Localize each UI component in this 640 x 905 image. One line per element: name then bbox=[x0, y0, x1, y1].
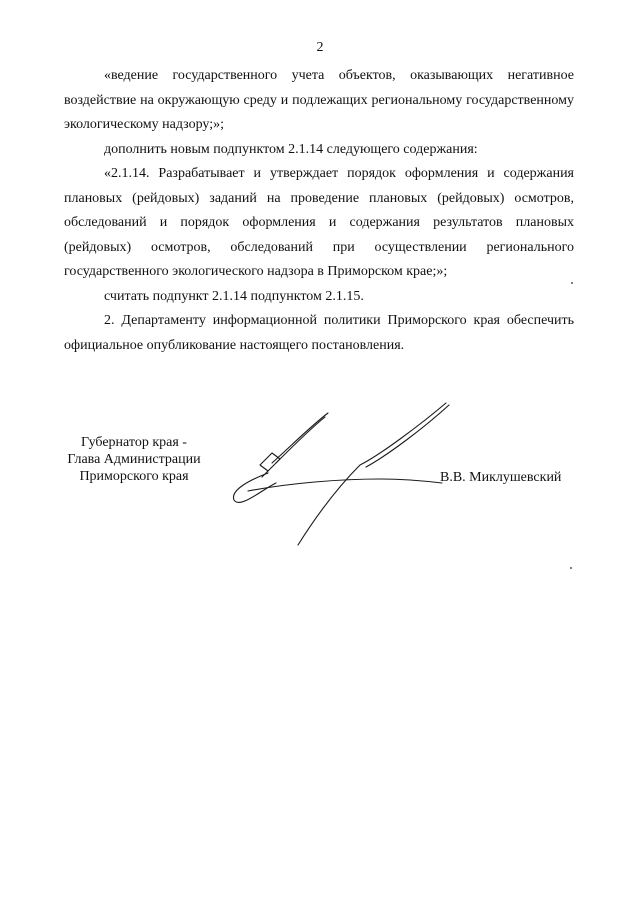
paragraph-5: 2. Департаменту информационной политики Приморского края обеспечить официальное опубликование настоящего постановления. bbox=[64, 313, 574, 353]
signer-name: В.В. Миклушевский bbox=[440, 470, 562, 485]
paragraph-4: считать подпункт 2.1.14 подпунктом 2.1.15. bbox=[104, 288, 364, 304]
handwritten-signature bbox=[220, 395, 460, 555]
signer-title bbox=[54, 434, 214, 485]
paragraph-2: дополнить новым подпунктом 2.1.14 следующего содержания: bbox=[104, 141, 478, 157]
scan-speck bbox=[571, 282, 573, 284]
page-number: 2 bbox=[316, 40, 324, 55]
paragraph-3: «2.1.14. Разрабатывает и утверждает порядок оформления и содержания плановых (рейдовых) заданий на проведение плановых (рейдовых) осмотров, обследований и порядок оформления и содержания результатов плановых (рейдовых) осмотров, обследований при осуществлении регионального государственного экологического надзора в Приморском крае;»; bbox=[64, 166, 574, 279]
document-body bbox=[64, 64, 574, 358]
scan-speck bbox=[570, 567, 572, 569]
signer-title-line-2: Глава Администрации bbox=[67, 452, 201, 467]
signer-title-line-1: Губернатор края - bbox=[81, 435, 187, 450]
paragraph-1: «ведение государственного учета объектов, оказывающих негативное воздействие на окружающую среду и подлежащих региональному государственному экологическому надзору;»; bbox=[64, 68, 574, 132]
signer-title-line-3: Приморского края bbox=[79, 469, 189, 484]
